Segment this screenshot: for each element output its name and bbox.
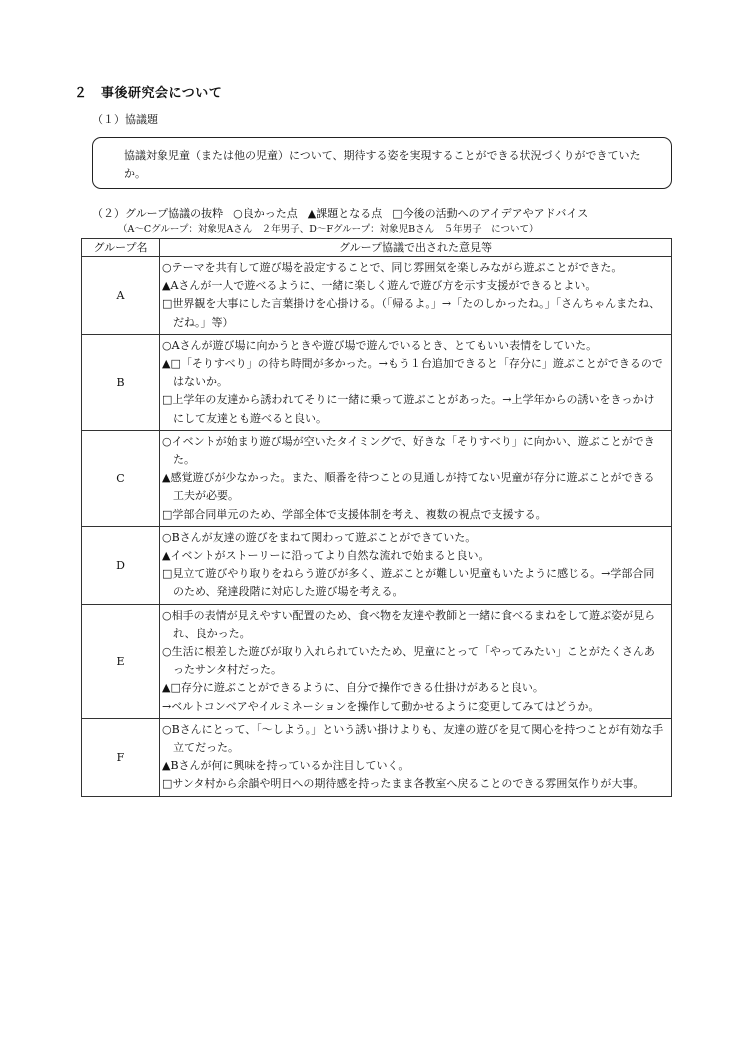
- table-row: [82, 257, 672, 335]
- table-header-row: [82, 239, 672, 257]
- group-target-note: （A～Cグループ：対象児Aさん ２年男子、D～Fグループ：対象児Bさん ５年男子 について）: [118, 224, 539, 235]
- opinion-item: □上学年の友達から誘われてそりに一緒に乗って遊ぶことがあった。→上学年からの誘いをきっかけにして友達とも遊べると良い。: [162, 393, 655, 425]
- section-title: ２ 事後研究会について: [74, 86, 223, 101]
- table-body: [82, 257, 672, 797]
- table-row: [82, 334, 672, 430]
- opinions-cell: [160, 526, 672, 604]
- opinion-item: ○生活に根差した遊びが取り入れられていたため、児童にとって「やってみたい」ことがたくさんあったサンタ村だった。: [162, 645, 655, 677]
- table-row: [82, 718, 672, 796]
- opinions-cell: [160, 718, 672, 796]
- opinion-item: ▲イベントがストーリーに沿ってより自然な流れで始まると良い。: [162, 549, 490, 563]
- opinion-item: □学部合同単元のため、学部全体で支援体制を考え、複数の視点で支援する。: [162, 507, 547, 521]
- opinions-cell: [160, 334, 672, 430]
- opinion-item: ○Bさんにとって、「～しよう。」という誘い掛けよりも、友達の遊びを見て関心を持つことが有効な手立てだった。: [162, 722, 664, 755]
- opinion-item: ▲□「そりすべり」の待ち時間が多かった。→もう１台追加できると「存分に」遊ぶことができるのではないか。: [162, 357, 663, 389]
- header-group: グループ名: [82, 239, 160, 257]
- topic-box: [92, 137, 672, 189]
- opinion-item: □サンタ村から余韻や明日への期待感を持ったまま各教室へ戻ることのできる雰囲気作りが大事。: [162, 777, 645, 791]
- opinions-cell: [160, 604, 672, 718]
- topic-heading: （１）協議題: [92, 113, 158, 126]
- table-row: [82, 604, 672, 718]
- opinion-item: □世界観を大事にした言葉掛けを心掛ける。（「帰るよ。」→「たのしかったね。」「さんちゃんまたね、だね。」等）: [162, 297, 661, 329]
- table-row: [82, 430, 672, 526]
- group-name-cell: D: [82, 526, 160, 604]
- opinions-table: [81, 238, 672, 797]
- opinion-item: ▲Aさんが一人で遊べるように、一緒に楽しく遊んで遊び方を示す支援ができるとよい。: [162, 279, 597, 293]
- table-row: [82, 526, 672, 604]
- opinion-item: ○Aさんが遊び場に向かうときや遊び場で遊んでいるとき、とてもいい表情をしていた。: [162, 338, 598, 352]
- opinion-item: ○イベントが始まり遊び場が空いたタイミングで、好きな「そりすべり」に向かい、遊ぶことができた。: [162, 434, 655, 467]
- group-name-cell: A: [82, 257, 160, 335]
- opinion-item: →ベルトコンベアやイルミネーションを操作して動かせるように変更してみてはどうか。: [162, 699, 600, 713]
- opinions-cell: [160, 430, 672, 526]
- extract-heading-line: [92, 205, 588, 221]
- opinion-item: □見立て遊びやり取りをねらう遊びが多く、遊ぶことが難しい児童もいたように感じる。→学部合同のため、発達段階に対応した遊び場を考える。: [162, 567, 655, 599]
- legend-idea: □今後の活動へのアイデアやアドバイス: [392, 207, 589, 220]
- group-name-cell: C: [82, 430, 160, 526]
- opinions-cell: [160, 257, 672, 335]
- extract-heading: （２）グループ協議の抜粋: [92, 207, 224, 220]
- legend-issue: ▲課題となる点: [307, 207, 383, 220]
- topic-text: 協議対象児童（または他の児童）について、期待する姿を実現することができる状況づくりができていたか。: [124, 149, 641, 180]
- opinion-item: ▲感覚遊びが少なかった。また、順番を待つことの見通しが持てない児童が存分に遊ぶことができる工夫が必要。: [162, 471, 655, 503]
- opinion-item: ○Bさんが友達の遊びをまねて関わって遊ぶことができていた。: [162, 530, 477, 544]
- opinion-item: ▲□存分に遊ぶことができるように、自分で操作できる仕掛けがあると良い。: [162, 681, 544, 695]
- group-name-cell: E: [82, 604, 160, 718]
- header-opinions: グループ協議で出された意見等: [160, 239, 672, 257]
- legend-good: ○良かった点: [233, 207, 298, 220]
- group-name-cell: B: [82, 334, 160, 430]
- opinion-item: ○テーマを共有して遊び場を設定することで、同じ雰囲気を楽しみながら遊ぶことができた。: [162, 261, 623, 274]
- opinion-item: ▲Bさんが何に興味を持っているか注目していく。: [162, 759, 410, 773]
- opinion-item: ○相手の表情が見えやすい配置のため、食べ物を友達や教師と一緒に食べるまねをして遊ぶ姿が見られ、良かった。: [162, 608, 656, 640]
- group-name-cell: F: [82, 718, 160, 796]
